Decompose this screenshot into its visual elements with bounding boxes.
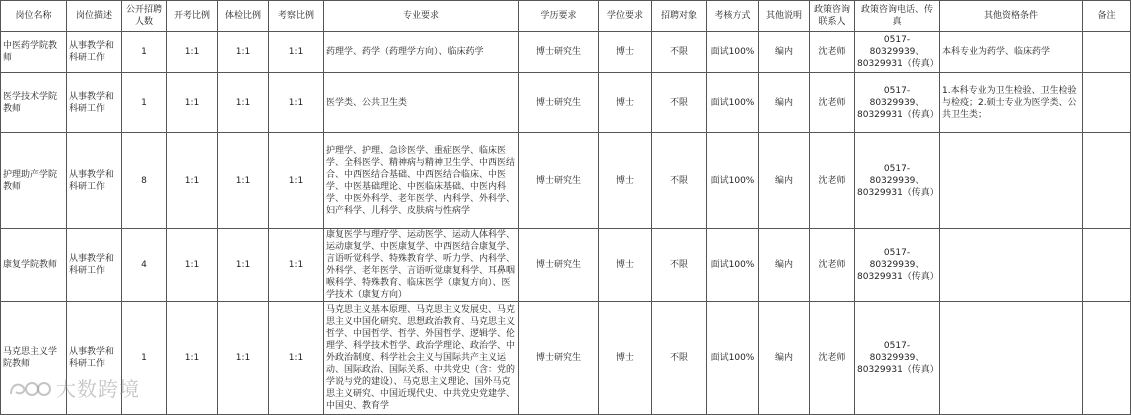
cell-name: 中医药学院教师 — [1, 32, 67, 73]
cell-phone: 0517-80329939、80329931（传真） — [855, 133, 940, 229]
cell-desc: 从事教学和科研工作 — [67, 73, 122, 133]
column-header: 考核方式 — [707, 1, 759, 32]
column-header: 考察比例 — [269, 1, 324, 32]
table-row — [1, 32, 1131, 73]
watermark-text: 大数跨境 — [56, 377, 140, 401]
cell-desc: 从事教学和科研工作 — [67, 133, 122, 229]
cell-degree: 博士 — [599, 229, 652, 302]
cell-degree: 博士 — [599, 32, 652, 73]
cell-education: 博士研究生 — [519, 133, 599, 229]
cell-remark — [1083, 229, 1131, 302]
cell-count: 1 — [122, 32, 167, 73]
cell-inspect: 1:1 — [269, 302, 324, 415]
cell-major: 医学类、公共卫生类 — [324, 73, 519, 133]
column-header: 其他资格条件 — [940, 1, 1083, 32]
cell-inspect: 1:1 — [269, 73, 324, 133]
column-header: 政策咨询联系人 — [810, 1, 855, 32]
cell-degree: 博士 — [599, 73, 652, 133]
cell-degree: 博士 — [599, 133, 652, 229]
cell-method: 面试100% — [707, 73, 759, 133]
cell-contact: 沈老师 — [810, 229, 855, 302]
watermark-logo-icon — [8, 378, 52, 400]
cell-other: 编内 — [759, 73, 810, 133]
cell-physical: 1:1 — [218, 302, 269, 415]
column-header: 政策咨询电话、传真 — [855, 1, 940, 32]
column-header: 备注 — [1083, 1, 1131, 32]
cell-exam: 1:1 — [167, 229, 218, 302]
cell-count: 1 — [122, 302, 167, 415]
column-header: 学位要求 — [599, 1, 652, 32]
table-row — [1, 73, 1131, 133]
cell-other: 编内 — [759, 229, 810, 302]
cell-target: 不限 — [652, 229, 707, 302]
cell-qualification: 1.本科专业为卫生检验、卫生检验与检疫；2.硕士专业为医学类、公共卫生类； — [940, 73, 1083, 133]
column-header: 开考比例 — [167, 1, 218, 32]
cell-exam: 1:1 — [167, 133, 218, 229]
cell-major: 马克思主义基本原理、马克思主义发展史、马克思主义中国化研究、思想政治教育、马克思主义哲学、中国哲学、哲学、外国哲学、逻辑学、伦理学、科学技术哲学、政治学理论、政治学、中外政治制度、科学社会主义与国际共产主义运动、国际政治、国际关系、中共党史（含：党的学说与党的建设）、马克思主义理论、国外马克思主义研究、中国近现代史、中共党史党建学、中国史、教育学 — [324, 302, 519, 415]
cell-method: 面试100% — [707, 302, 759, 415]
cell-qualification: 本科专业为药学、临床药学 — [940, 32, 1083, 73]
cell-method: 面试100% — [707, 32, 759, 73]
cell-count: 4 — [122, 229, 167, 302]
cell-contact: 沈老师 — [810, 73, 855, 133]
cell-remark — [1083, 32, 1131, 73]
header-row — [1, 1, 1131, 32]
cell-physical: 1:1 — [218, 133, 269, 229]
cell-degree: 博士 — [599, 302, 652, 415]
cell-qualification — [940, 133, 1083, 229]
cell-remark — [1083, 302, 1131, 415]
cell-count: 8 — [122, 133, 167, 229]
watermark — [8, 376, 168, 402]
cell-remark — [1083, 73, 1131, 133]
cell-physical: 1:1 — [218, 73, 269, 133]
column-header: 招聘对象 — [652, 1, 707, 32]
cell-contact: 沈老师 — [810, 32, 855, 73]
column-header: 学历要求 — [519, 1, 599, 32]
cell-phone: 0517-80329939、80329931（传真） — [855, 32, 940, 73]
cell-inspect: 1:1 — [269, 133, 324, 229]
cell-education: 博士研究生 — [519, 32, 599, 73]
cell-count: 1 — [122, 73, 167, 133]
cell-method: 面试100% — [707, 229, 759, 302]
cell-education: 博士研究生 — [519, 73, 599, 133]
table-row — [1, 133, 1131, 229]
cell-desc: 从事教学和科研工作 — [67, 229, 122, 302]
cell-exam: 1:1 — [167, 73, 218, 133]
cell-contact: 沈老师 — [810, 133, 855, 229]
cell-qualification — [940, 229, 1083, 302]
table-row — [1, 229, 1131, 302]
column-header: 体检比例 — [218, 1, 269, 32]
cell-physical: 1:1 — [218, 32, 269, 73]
cell-major: 护理学、护理、急诊医学、重症医学、临床医学、全科医学、精神病与精神卫生学、中西医结合、中西医结合基础、中西医结合临床、中医学、中医基础理论、中医临床基础、中医内科学、中医外科学、老年医学、内科学、外科学、妇产科学、儿科学、皮肤病与性病学 — [324, 133, 519, 229]
cell-qualification — [940, 302, 1083, 415]
column-header: 其他说明 — [759, 1, 810, 32]
cell-other: 编内 — [759, 302, 810, 415]
cell-major: 药理学、药学（药理学方向）、临床药学 — [324, 32, 519, 73]
cell-physical: 1:1 — [218, 229, 269, 302]
cell-target: 不限 — [652, 302, 707, 415]
column-header: 岗位描述 — [67, 1, 122, 32]
cell-method: 面试100% — [707, 133, 759, 229]
cell-remark — [1083, 133, 1131, 229]
column-header: 公开招聘人数 — [122, 1, 167, 32]
cell-desc: 从事教学和科研工作 — [67, 32, 122, 73]
column-header: 专业要求 — [324, 1, 519, 32]
cell-target: 不限 — [652, 32, 707, 73]
table-row — [1, 302, 1131, 415]
cell-name: 马克思主义学院教师 — [1, 302, 67, 415]
cell-desc: 从事教学和科研工作 — [67, 302, 122, 415]
cell-education: 博士研究生 — [519, 229, 599, 302]
cell-target: 不限 — [652, 73, 707, 133]
cell-major: 康复医学与理疗学、运动医学、运动人体科学、运动康复学、中医康复学、中西医结合康复学、言语听觉科学、特殊教育学、听力学、内科学、外科学、老年医学、言语听觉康复科学、耳鼻咽喉科学、特殊教育、临床医学（康复方向）、医学技术（康复方向） — [324, 229, 519, 302]
cell-name: 康复学院教师 — [1, 229, 67, 302]
cell-contact: 沈老师 — [810, 302, 855, 415]
column-header: 岗位名称 — [1, 1, 67, 32]
cell-exam: 1:1 — [167, 302, 218, 415]
cell-phone: 0517-80329939、80329931（传真） — [855, 73, 940, 133]
cell-target: 不限 — [652, 133, 707, 229]
cell-inspect: 1:1 — [269, 32, 324, 73]
cell-name: 医学技术学院教师 — [1, 73, 67, 133]
cell-other: 编内 — [759, 133, 810, 229]
cell-education: 博士研究生 — [519, 302, 599, 415]
cell-name: 护理助产学院教师 — [1, 133, 67, 229]
cell-exam: 1:1 — [167, 32, 218, 73]
cell-inspect: 1:1 — [269, 229, 324, 302]
cell-phone: 0517-80329939、80329931（传真） — [855, 229, 940, 302]
cell-phone: 0517-80329939、80329931（传真） — [855, 302, 940, 415]
cell-other: 编内 — [759, 32, 810, 73]
